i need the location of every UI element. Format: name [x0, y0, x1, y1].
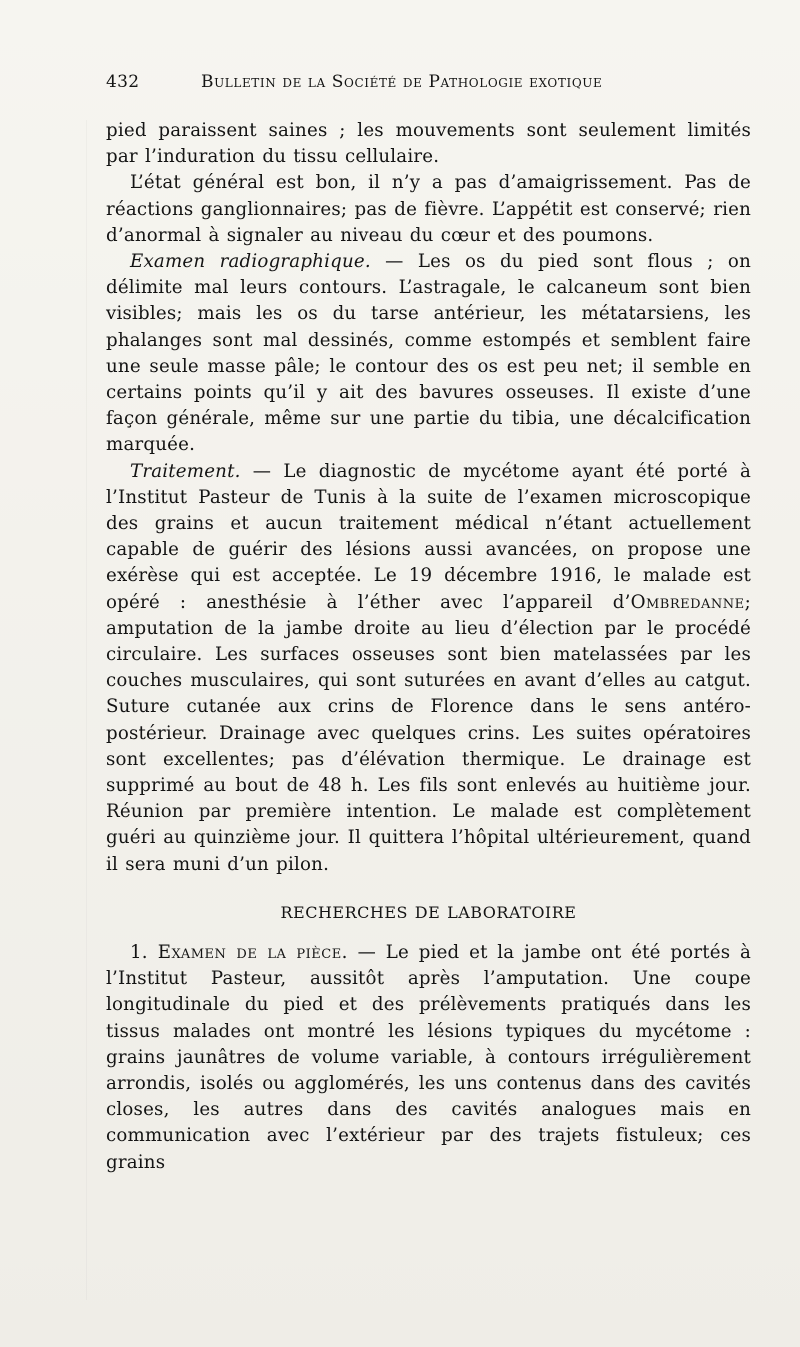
specimen-number: 1. — [130, 941, 148, 963]
scan-shadow — [86, 120, 87, 1300]
specimen-text: — Le pied et la jambe ont été portés à l’Institut Pasteur, aussitôt après l’amputation. Une coupe longitudinale du pied et des prélèvements pratiqués dans les tissus malades ont montré les lésions typiques du mycétome : grains jaunâtres de volume variable, à contours irrégulièrement arrondis, isolés ou agglomérés, les uns contenus dans des cavités closes, les autres dans des cavités analogues mais en communication avec l’extérieur par des trajets fistuleux; ces grains — [106, 941, 751, 1173]
page-number: 432 — [106, 72, 140, 92]
paragraph-2-text: L’état général est bon, il n’y a pas d’amaigrissement. Pas de réactions ganglionnaires; pas de fièvre. L’appétit est conservé; rien d’anormal à signaler au niveau du cœur et des poumons. — [106, 172, 751, 246]
radiographic-heading: Examen radiographique. — [130, 251, 371, 273]
paragraph-radiographic-exam — [106, 249, 751, 459]
treatment-heading: Traitement. — [130, 460, 241, 482]
paragraph-treatment — [106, 459, 751, 878]
section-title: RECHERCHES DE LABORATOIRE — [280, 902, 577, 922]
radiographic-text: — Les os du pied sont flous ; on délimite mal leurs contours. L’astragale, le calcaneum sont bien visibles; mais les os du tarse antérieur, les métatarsiens, les phalanges sont mal dessinés, comme estompés et semblent faire une seule masse pâle; le contour des os est peu net; il semble en certains points qu’il y ait des bavures osseuses. Il existe d’une façon générale, même sur une partie du tibia, une décalcification marquée. — [106, 251, 751, 456]
treatment-text-2: ; amputation de la jambe droite au lieu d’élection par le procédé circulaire. Les surfaces osseuses sont bien matelassées par les couches musculaires, qui sont suturées en avant d’elles au catgut. Suture cutanée aux crins de Florence dans le sens antéro-postérieur. Drainage avec quelques crins. Les suites opératoires sont excellentes; pas d’élévation thermique. Le drainage est supprimé au bout de 48 h. Les fils sont enlevés au huitième jour. Réunion par première intention. Le malade est complètement guéri au quinzième jour. Il quittera l’hôpital ultérieurement, quand il sera muni d’un pilon. — [106, 591, 751, 875]
treatment-text-1: — Le diagnostic de mycétome ayant été porté à l’Institut Pasteur de Tunis à la suite de l’examen microscopique des grains et aucun traitement médical n’étant actuellement capable de guérir des lésions aussi avancées, on propose une exérèse qui est acceptée. Le 19 décembre 1916, le malade est opéré : anesthésie à l’éther avec l’appareil d’ — [106, 460, 751, 613]
ombredanne-name: Ombredanne — [630, 591, 745, 613]
paragraph-2 — [106, 170, 751, 249]
running-head: Bulletin de la Société de Pathologie exotique — [201, 72, 603, 92]
paragraph-1-text: pied paraissent saines ; les mouvements sont seulement limités par l’induration du tissu cellulaire. — [106, 120, 751, 168]
specimen-heading: Examen de la pièce. — [147, 941, 348, 963]
page-header — [106, 72, 756, 98]
body-text — [106, 118, 751, 1176]
paragraph-1 — [106, 118, 751, 170]
paragraph-specimen-exam — [106, 940, 751, 1176]
